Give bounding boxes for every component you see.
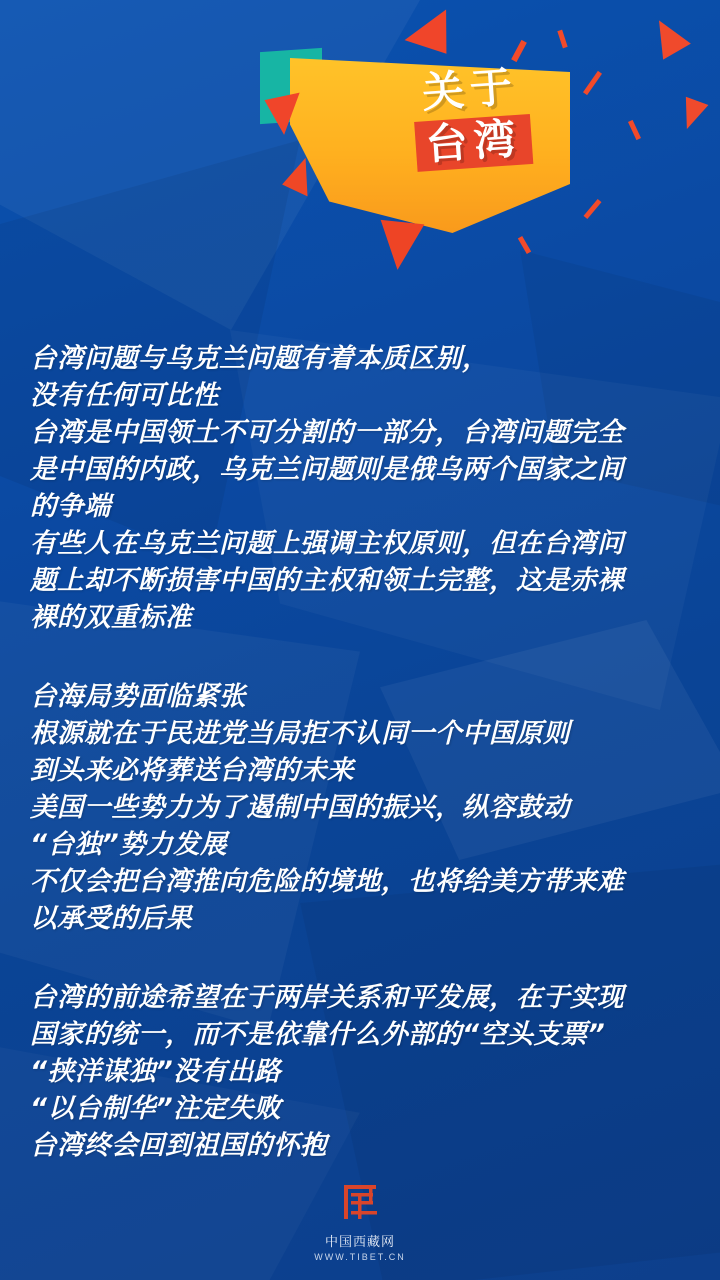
paragraph — [30, 678, 696, 937]
spark-shape — [511, 40, 527, 62]
red-triangle-icon — [645, 12, 691, 59]
text-line: 的争端 — [30, 491, 111, 522]
header-graphic — [260, 0, 720, 300]
tibet-logo-icon — [339, 1181, 381, 1223]
text-line: 没有任何可比性 — [30, 380, 219, 411]
text-line: 台湾是中国领土不可分割的一部分，台湾问题完全 — [30, 417, 624, 448]
paragraph — [30, 340, 696, 636]
text-line: 根源就在于民进党当局拒不认同一个中国原则 — [30, 718, 570, 749]
spark-shape — [518, 236, 531, 254]
text-line: “挟洋谋独”没有出路 — [30, 1056, 282, 1087]
spark-shape — [628, 120, 641, 140]
text-line: 以承受的后果 — [30, 903, 192, 934]
site-name: 中国西藏网 — [324, 1235, 395, 1250]
text-line: “台独”势力发展 — [30, 829, 228, 860]
title-line-secondary: 台湾 — [414, 114, 533, 172]
text-line: 有些人在乌克兰问题上强调主权原则，但在台湾问 — [30, 528, 624, 559]
text-line: 到头来必将葬送台湾的未来 — [30, 755, 354, 786]
text-line: 台湾问题与乌克兰问题有着本质区别， — [30, 343, 489, 374]
text-line: 不仅会把台湾推向危险的境地，也将给美方带来难 — [30, 866, 624, 897]
body-text-container — [30, 340, 696, 1164]
red-triangle-icon — [264, 93, 307, 138]
poster-title — [349, 60, 595, 177]
text-line: 题上却不断损害中国的主权和领土完整，这是赤裸 — [30, 565, 624, 596]
text-line: 台湾终会回到祖国的怀抱 — [30, 1130, 327, 1161]
footer — [0, 1181, 720, 1262]
text-line: 台湾的前途希望在于两岸关系和平发展，在于实现 — [30, 982, 624, 1013]
site-url: WWW.TIBET.CN — [314, 1252, 406, 1262]
text-line: 美国一些势力为了遏制中国的振兴，纵容鼓动 — [30, 792, 570, 823]
red-triangle-icon — [676, 97, 709, 133]
text-line: 国家的统一，而不是依靠什么外部的“空头支票” — [30, 1019, 606, 1050]
paragraph — [30, 979, 696, 1164]
title-line-primary: 关于 — [420, 61, 520, 118]
text-line: 裸的双重标准 — [30, 602, 192, 633]
text-line: “以台制华”注定失败 — [30, 1093, 282, 1124]
red-triangle-icon — [376, 220, 425, 272]
spark-shape — [584, 199, 602, 219]
text-line: 台海局势面临紧张 — [30, 681, 246, 712]
spark-shape — [557, 30, 567, 49]
text-line: 是中国的内政，乌克兰问题则是俄乌两个国家之间 — [30, 454, 624, 485]
red-triangle-icon — [405, 0, 460, 54]
